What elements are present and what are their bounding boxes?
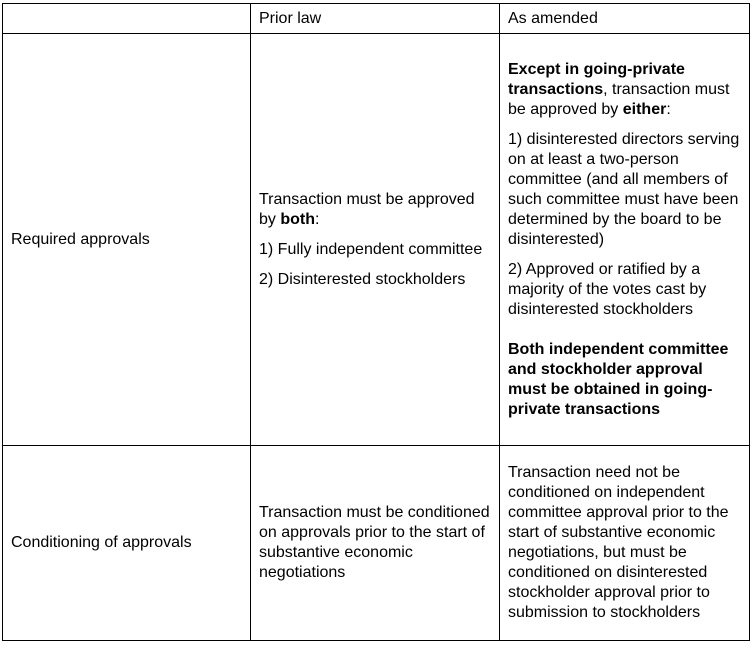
header-cell-as-amended: As amended: [500, 4, 750, 34]
row-label-required-approvals: Required approvals: [3, 34, 251, 446]
header-cell-prior-law: Prior law: [251, 4, 500, 34]
header-row: [3, 4, 750, 34]
prior-item-2: 2) Disinterested stockholders: [259, 270, 466, 288]
prior-law-cell: Transaction must be conditioned on approvals prior to the start of substantive economic negotiations: [251, 446, 500, 641]
row-label-conditioning-of-approvals: Conditioning of approvals: [3, 446, 251, 641]
prior-intro: [259, 190, 491, 230]
amended-item-2: 2) Approved or ratified by a majority of the votes cast by disinterested stockholders: [508, 260, 707, 318]
comparison-table: [2, 3, 750, 641]
amended-intro-emphasis: Except in going-private transactions: [508, 60, 685, 98]
prior-intro-colon: :: [315, 210, 320, 228]
amended-intro-text: , transaction must be approved by: [508, 80, 730, 118]
amended-intro-colon: :: [666, 100, 671, 118]
amended-note: Both independent committee and stockholder approval must be obtained in going-private transactions: [508, 340, 729, 418]
table-row: [3, 34, 750, 446]
amended-intro-either: either: [622, 100, 667, 118]
header-cell-topic: [3, 4, 251, 34]
table-row: [3, 446, 750, 641]
amended-item-1: 1) disinterested directors serving on at least a two-person committee (and all members of such committee must have been determined by the board to be disinterested): [508, 130, 740, 248]
prior-intro-emphasis: both: [280, 210, 315, 228]
as-amended-cell: Transaction need not be conditioned on independent committee approval prior to the start of substantive economic negotiations, but must be conditioned on disinterested stockholder approval prior to submission to stockholders: [500, 446, 750, 641]
prior-law-cell: [251, 34, 500, 446]
prior-item-1: 1) Fully independent committee: [259, 240, 483, 258]
prior-intro-text: Transaction must be approved by: [259, 190, 475, 228]
amended-intro: [508, 60, 741, 120]
as-amended-cell: [500, 34, 750, 446]
